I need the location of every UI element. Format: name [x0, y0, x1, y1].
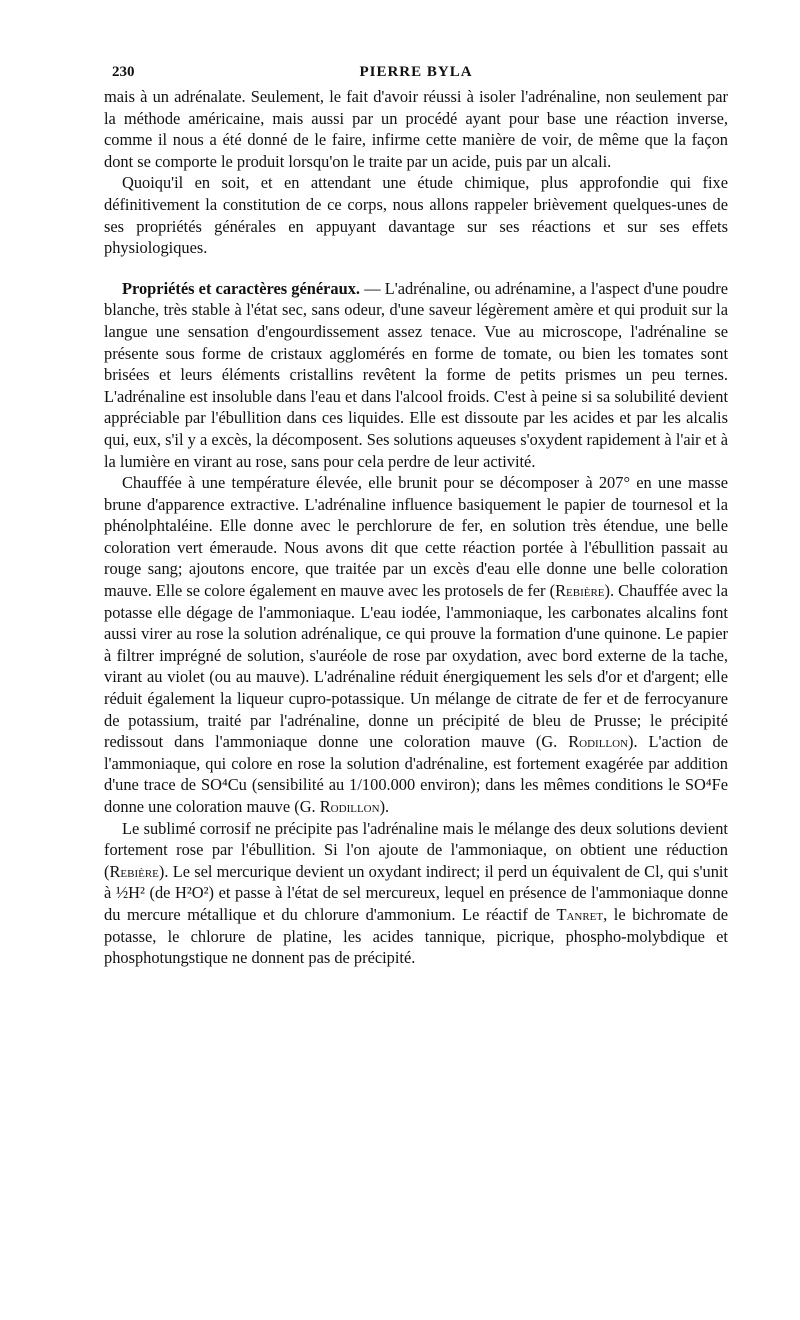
- text-run: ). Chauffée avec la potasse elle dégage de l'ammoniaque. L'eau iodée, l'ammoniaque, les carbonates alcalins font aussi virer au rose la solution adrénalique, ce qui prouve la formation d'une quinone. Le papier à filtrer imprégné de solution, s'auréole de rose par oxydation, avec bord externe de la tache, virant au violet (ou au mauve). L'adrénaline réduit énergiquement les sels d'or et d'argent; elle réduit également la liqueur cupro-potassique. Un mélange de citrate de fer et de ferrocyanure de potassium, traité par l'adrénaline, donne un précipité de bleu de Prusse; le précipité redissout dans l'ammoniaque donne une coloration mauve (G.: [104, 581, 729, 752]
- author-citation: Tanret: [556, 904, 604, 924]
- paragraph-sublimate: [104, 818, 728, 969]
- text-run: , le bichromate de potasse, le chlorure de platine, les acides tannique, picrique, phospho-molybdique et phosphotungstique ne donnent pas de précipité.: [104, 904, 728, 968]
- paragraph-heating-reactions: [104, 472, 728, 818]
- paragraph-general-properties: [104, 278, 728, 472]
- running-head: [104, 60, 728, 86]
- text-run: ). L'action de l'ammoniaque, qui colore en rose la solution d'adrénaline, est fortement exagérée par addition d'une trace de SO⁴Cu (sensibilité au 1/100.000 environ); dans les mêmes conditions le SO⁴Fe donne une coloration mauve (G.: [104, 732, 728, 816]
- author-citation: Rodillon: [568, 732, 629, 752]
- text-run: Chauffée à une température élevée, elle brunit pour se décomposer à 207° en une masse brune d'apparence extractive. L'adrénaline influence basiquement le papier de tournesol et la phénolphtaléine. Elle donne avec le perchlorure de fer, en solution très étendue, une belle coloration vert émeraude. Nous avons dit que cette réaction portée à l'ébullition passait au rouge sang; ajoutons encore, que traitée par un excès d'eau elle donne une belle coloration mauve. Elle se colore également en mauve avec les protosels de fer (: [104, 473, 728, 601]
- section-intro-text: — L'adrénaline, ou adrénamine, a l'aspect d'une poudre blanche, très stable à l'état sec, sans odeur, d'une saveur légèrement amère et qui produit sur la langue une sensation d'engourdissement assez tenace. Vue au microscope, l'adrénaline se présente sous forme de cristaux agglomérés en forme de tomate, ou bien les tomates sont brisées et leurs éléments cristallins revêtent la forme de petits prismes un peu ternes. L'adrénaline est insoluble dans l'eau et dans l'alcool froids. C'est à peine si sa solubilité devient appréciable par l'ébullition dans ces liquides. Elle est dissoute par les acides et par les alcalis qui, eux, s'il y a excès, la décomposent. Ses solutions aqueuses s'oxydent rapidement à l'air et à la lumière en virant au rose, sans pour cela perdre de leur activité.: [104, 278, 728, 471]
- text-run: ). Le sel mercurique devient un oxydant indirect; il perd un équivalent de Cl, qui s'unit à ½H² (de H²O²) et passe à l'état de sel mercureux, lequel en présence de l'ammoniaque donne du mercure métallique et du chlorure d'ammonium. Le réactif de: [104, 861, 728, 924]
- text-run: Le sublimé corrosif ne précipite pas l'adrénaline mais le mélange des deux solutions devient fortement rose par l'ébullition. Si l'on ajoute de l'ammoniaque, on obtient une réduction (: [104, 818, 728, 881]
- book-page: [104, 60, 728, 969]
- author-citation: Rebière: [555, 581, 605, 601]
- text-run: ).: [379, 797, 390, 816]
- section-heading: Propriétés et caractères généraux.: [122, 278, 361, 298]
- body-text: [104, 86, 728, 969]
- author-citation: Rodillon: [319, 797, 380, 816]
- paragraph-intro-properties: Quoiqu'il en soit, et en attendant une étude chimique, plus approfondie qui fixe définitivement la constitution de ce corps, nous allons rappeler brièvement quelques-unes de ses propriétés générales en appuyant davantage sur ses réactions et sur ses effets physiologiques.: [104, 173, 728, 258]
- paragraph-continuation: mais à un adrénalate. Seulement, le fait d'avoir réussi à isoler l'adrénaline, non seulement par la méthode américaine, mais aussi par un procédé ayant pour base une réaction inverse, comme il nous a été donné de le faire, infirme cette manière de voir, de même que la façon dont se comporte le produit lorsqu'on le traite par un acide, puis par un alcali.: [104, 87, 728, 171]
- page-number: 230: [112, 64, 135, 80]
- running-title: PIERRE BYLA: [359, 64, 473, 80]
- section-spacer: [104, 259, 728, 278]
- author-citation: Rebière: [109, 861, 159, 881]
